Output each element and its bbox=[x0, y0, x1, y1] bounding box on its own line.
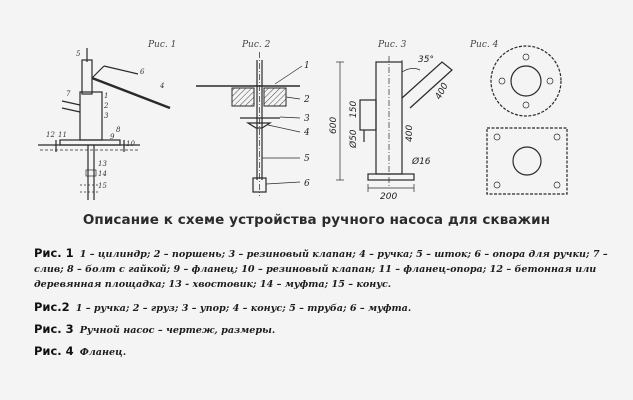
svg-text:9: 9 bbox=[110, 133, 115, 141]
svg-text:600: 600 bbox=[329, 116, 339, 134]
svg-text:1: 1 bbox=[304, 61, 310, 71]
weight-right bbox=[264, 88, 286, 106]
svg-text:4: 4 bbox=[304, 128, 310, 138]
cylinder-body bbox=[80, 92, 102, 140]
description-text: Фланец. bbox=[79, 347, 127, 358]
svg-text:8: 8 bbox=[116, 126, 121, 134]
svg-text:400: 400 bbox=[405, 124, 415, 142]
svg-text:5: 5 bbox=[76, 50, 81, 58]
handle-link bbox=[92, 66, 104, 78]
square-flange-bore bbox=[513, 147, 541, 175]
pump-rod-housing bbox=[82, 60, 92, 94]
description-key: Рис.2 bbox=[34, 300, 70, 314]
round-flange-outer bbox=[491, 46, 561, 116]
figure-3-caption: Рис. 3 bbox=[378, 40, 407, 50]
svg-text:35°: 35° bbox=[418, 55, 434, 65]
svg-text:11: 11 bbox=[58, 131, 67, 139]
description-key: Рис. 3 bbox=[34, 322, 74, 336]
svg-text:150: 150 bbox=[349, 100, 359, 118]
spout-line bbox=[62, 101, 80, 105]
figure-4-flange bbox=[469, 40, 567, 194]
description-text: 1 – цилиндр; 2 – поршень; 3 – резиновый клапан; 4 – ручка; 5 – шток; 6 – опора для ручки; 7 – слив; 8 – болт с гайкой; 9 – фланец; 10 – резиновый клапан; 11 – фланец-опора; 12 – бетонная или деревянная площадка; 13 - хвостовик; 14 – муфта; 15 – конус. bbox=[34, 249, 608, 290]
description-fig4 bbox=[34, 344, 624, 360]
weight-left bbox=[232, 88, 254, 106]
svg-text:Ø16: Ø16 bbox=[412, 157, 431, 167]
round-flange-bore bbox=[511, 66, 541, 96]
svg-text:3: 3 bbox=[104, 112, 109, 120]
svg-text:15: 15 bbox=[98, 182, 107, 190]
svg-text:5: 5 bbox=[304, 154, 310, 164]
svg-text:2: 2 bbox=[304, 95, 310, 105]
description-fig1 bbox=[34, 246, 624, 292]
description-key: Рис. 4 bbox=[34, 344, 74, 358]
svg-text:13: 13 bbox=[98, 160, 107, 168]
figure-2-caption: Рис. 2 bbox=[242, 40, 271, 50]
description-fig3 bbox=[34, 322, 624, 338]
svg-text:Ø50: Ø50 bbox=[349, 129, 359, 148]
svg-text:6: 6 bbox=[304, 179, 310, 189]
svg-text:3: 3 bbox=[304, 114, 310, 124]
svg-text:6: 6 bbox=[140, 68, 145, 76]
page-title: Описание к схеме устройства ручного насоса для скважин bbox=[82, 212, 551, 228]
svg-text:2: 2 bbox=[104, 102, 109, 110]
svg-text:4: 4 bbox=[160, 82, 165, 90]
description-text: 1 – ручка; 2 – груз; 3 – упор; 4 – конус; 5 – труба; 6 – муфта. bbox=[75, 303, 412, 314]
handle-lever bbox=[104, 66, 138, 74]
description-fig2 bbox=[34, 300, 624, 316]
svg-text:1: 1 bbox=[104, 92, 109, 100]
svg-text:14: 14 bbox=[98, 170, 107, 178]
description-text: Ручной насос – чертеж, размеры. bbox=[79, 325, 276, 336]
description-key: Рис. 1 bbox=[34, 246, 74, 260]
svg-text:10: 10 bbox=[126, 140, 135, 148]
svg-text:400: 400 bbox=[433, 81, 451, 102]
figure-1-pump-assembly bbox=[38, 40, 176, 200]
square-flange bbox=[487, 128, 567, 194]
figure-1-caption: Рис. 1 bbox=[148, 40, 177, 50]
svg-text:200: 200 bbox=[380, 192, 398, 202]
side-pipe bbox=[360, 100, 376, 130]
figure-4-caption: Рис. 4 bbox=[470, 40, 499, 50]
base-plate bbox=[368, 174, 414, 180]
svg-text:7: 7 bbox=[66, 90, 71, 98]
cone bbox=[248, 123, 270, 128]
figure-3-dimension-drawing bbox=[329, 40, 452, 202]
figure-2-valve-section bbox=[196, 40, 310, 196]
svg-text:12: 12 bbox=[46, 131, 55, 139]
